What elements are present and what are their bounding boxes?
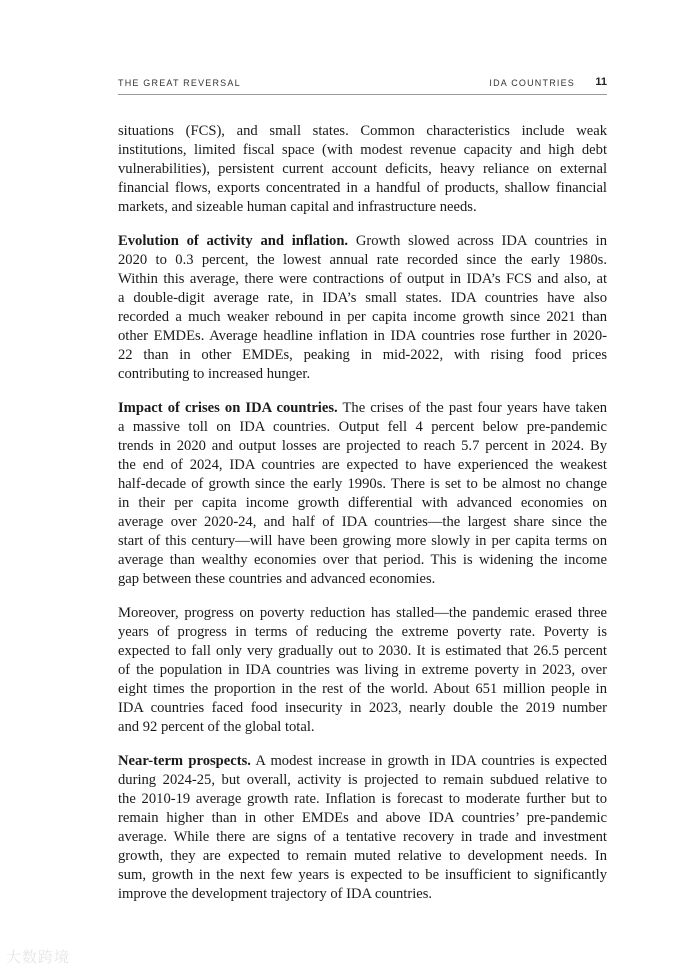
line-text: improve the development trajectory of IDA countries.: [118, 886, 433, 902]
line-text: in their per capita income growth differential with advanced economies on: [118, 495, 607, 511]
text-line: [118, 418, 607, 437]
chapter-title: IDA COUNTRIES: [489, 78, 575, 88]
watermark: 大数跨境: [6, 948, 71, 966]
line-text: the end of 2024, IDA countries are expected to have experienced the weakest: [118, 457, 607, 473]
line-text: markets, and sizeable human capital and infrastructure needs.: [118, 199, 477, 215]
text-line: [118, 251, 607, 270]
paragraph: [118, 604, 607, 737]
paragraph: [118, 399, 607, 589]
line-text: eight times the proportion in the rest of the world. About 651 million people in: [118, 681, 607, 697]
text-line: [118, 532, 607, 551]
text-line: [118, 790, 607, 809]
text-line: [118, 866, 607, 885]
line-text: other EMDEs. Average headline inflation in IDA countries rose further in 2020-: [118, 328, 607, 344]
text-line: [118, 551, 607, 570]
line-text: The crises of the past four years have taken: [337, 400, 607, 416]
text-line: [118, 437, 607, 456]
line-text: years of progress in terms of reducing the extreme poverty rate. Poverty is: [118, 624, 607, 640]
text-line: [118, 198, 607, 217]
line-text: half-decade of growth since the early 1990s. There is set to be almost no change: [118, 476, 607, 492]
text-line: [118, 399, 607, 418]
text-line: [118, 809, 607, 828]
text-line: [118, 232, 607, 251]
line-text: institutions, limited fiscal space (with modest revenue capacity and high debt: [118, 142, 607, 158]
text-line: [118, 308, 607, 327]
line-text: the 2010-19 average growth rate. Inflation is forecast to moderate further but to: [118, 791, 607, 807]
text-line: [118, 752, 607, 771]
line-text: average. While there are signs of a tentative recovery in trade and investment: [118, 829, 607, 845]
text-line: [118, 141, 607, 160]
text-line: [118, 847, 607, 866]
line-text: remain higher than in other EMDEs and above IDA countries’ pre-pandemic: [118, 810, 607, 826]
text-line: [118, 179, 607, 198]
book-title: THE GREAT REVERSAL: [118, 78, 241, 88]
line-text: average over 2020-24, and half of IDA countries—the largest share since the: [118, 514, 607, 530]
text-line: [118, 456, 607, 475]
line-text: Moreover, progress on poverty reduction has stalled—the pandemic erased three: [118, 605, 607, 621]
line-text: a massive toll on IDA countries. Output fell 4 percent below pre-pandemic: [118, 419, 607, 435]
text-line: [118, 475, 607, 494]
paragraph: [118, 752, 607, 904]
text-line: [118, 661, 607, 680]
line-text: and 92 percent of the global total.: [118, 719, 315, 735]
paragraph-lead-heading: Near-term prospects.: [118, 753, 251, 769]
paragraph: [118, 232, 607, 384]
running-header: [118, 76, 607, 95]
line-text: contributing to increased hunger.: [118, 366, 311, 382]
line-text: during 2024-25, but overall, activity is projected to remain subdued relative to: [118, 772, 607, 788]
text-line: [118, 604, 607, 623]
line-text: of the population in IDA countries was living in extreme poverty in 2023, over: [118, 662, 607, 678]
text-line: [118, 513, 607, 532]
line-text: gap between these countries and advanced economies.: [118, 571, 436, 587]
line-text: A modest increase in growth in IDA countries is expected: [250, 753, 607, 769]
text-line: [118, 494, 607, 513]
text-line: [118, 270, 607, 289]
paragraph: [118, 122, 607, 217]
line-text: expected to fall only very gradually out to 2030. It is estimated that 26.5 percent: [118, 643, 607, 659]
line-text: vulnerabilities), persistent current account deficits, heavy reliance on external: [118, 161, 607, 177]
text-line: [118, 718, 607, 737]
text-line: [118, 289, 607, 308]
text-line: [118, 885, 607, 904]
text-line: [118, 680, 607, 699]
text-line: [118, 623, 607, 642]
text-line: [118, 346, 607, 365]
line-text: start of this century—will have been growing more slowly in per capita terms on: [118, 533, 607, 549]
line-text: a double-digit average rate, in IDA’s small states. IDA countries have also: [118, 290, 607, 306]
line-text: Growth slowed across IDA countries in: [348, 233, 607, 249]
text-line: [118, 160, 607, 179]
text-line: [118, 122, 607, 141]
text-line: [118, 642, 607, 661]
line-text: recorded a much weaker rebound in per capita income growth since 2021 than: [118, 309, 607, 325]
text-line: [118, 570, 607, 589]
page-number: 11: [595, 76, 607, 88]
line-text: situations (FCS), and small states. Common characteristics include weak: [118, 123, 607, 139]
line-text: average than wealthy economies over that period. This is widening the income: [118, 552, 607, 568]
text-line: [118, 771, 607, 790]
line-text: sum, growth in the next few years is expected to be insufficient to significantly: [118, 867, 607, 883]
paragraph-lead-heading: Evolution of activity and inflation.: [118, 233, 349, 249]
paragraph-lead-heading: Impact of crises on IDA countries.: [118, 400, 338, 416]
line-text: 2020 to 0.3 percent, the lowest annual rate recorded since the early 1980s.: [118, 252, 607, 268]
text-line: [118, 327, 607, 346]
line-text: IDA countries faced food insecurity in 2023, nearly double the 2019 number: [118, 700, 607, 716]
text-line: [118, 365, 607, 384]
text-line: [118, 699, 607, 718]
body-text: [118, 122, 607, 919]
line-text: financial flows, exports concentrated in a handful of products, shallow financial: [118, 180, 607, 196]
text-line: [118, 828, 607, 847]
line-text: trends in 2020 and output losses are projected to reach 5.7 percent in 2024. By: [118, 438, 607, 454]
line-text: Within this average, there were contractions of output in IDA’s FCS and also, at: [118, 271, 607, 287]
line-text: 22 than in other EMDEs, peaking in mid-2022, with rising food prices: [118, 347, 607, 363]
line-text: growth, they are expected to remain muted relative to development needs. In: [118, 848, 607, 864]
